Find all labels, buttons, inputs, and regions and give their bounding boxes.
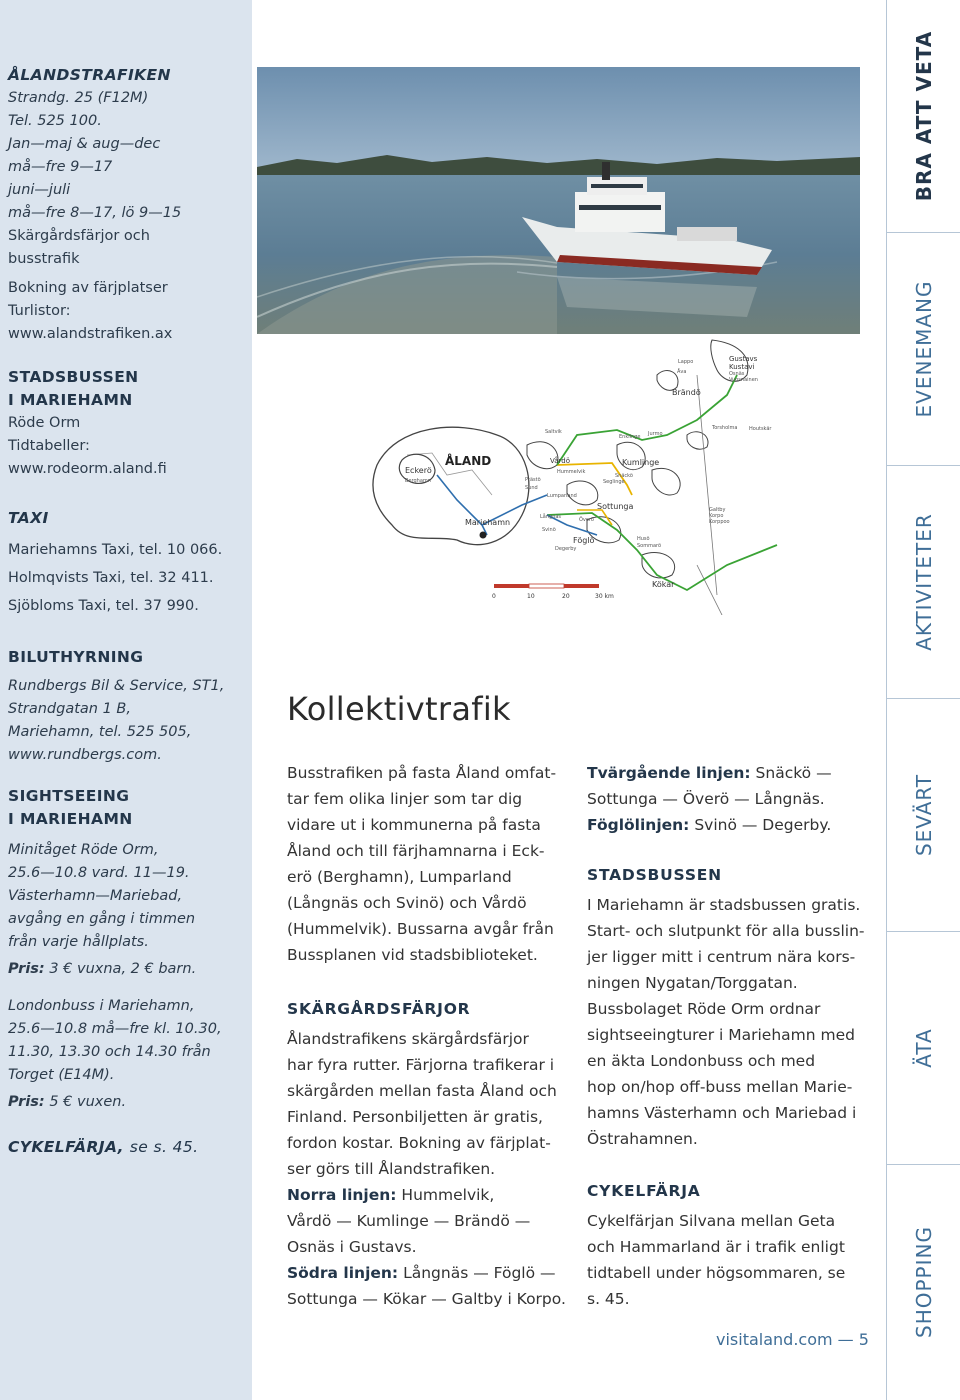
map-label: Åva: [677, 369, 687, 375]
intro-line: vidare ut i kommunerna på fasta: [287, 816, 541, 834]
archipelago-map: [257, 335, 860, 615]
footer-site-link[interactable]: visitaland.com: [716, 1330, 833, 1349]
stadsbussen-heading: STADSBUSSEN: [8, 368, 139, 386]
stad-line: hamns Västerhamn och Mariebad i: [587, 1104, 857, 1122]
stad-line: Bussbolaget Röde Orm ordnar: [587, 1000, 821, 1018]
alandstrafiken-line: Tel. 525 100.: [8, 113, 102, 129]
sightseeing-heading: I MARIEHAMN: [8, 810, 133, 828]
map-label: Brändö: [672, 388, 701, 397]
scale-label: 10: [527, 593, 535, 600]
scale-bar-segment: [494, 584, 529, 588]
taxi-line: Holmqvists Taxi, tel. 32 411.: [8, 570, 214, 586]
stadsbussen-link[interactable]: www.rodeorm.aland.fi: [8, 461, 167, 477]
map-label: Houtskär: [749, 426, 772, 432]
map-label: Vuosnainen: [729, 377, 758, 383]
alandstrafiken-line: må—fre 9—17: [8, 159, 113, 175]
foglo-linjen: Föglölinjen: Svinö — Degerby.: [587, 816, 832, 834]
stad-line: I Mariehamn är stadsbussen gratis.: [587, 896, 861, 914]
intro-line: Bussplanen vid stadsbiblioteket.: [287, 946, 538, 964]
taxi-line: Sjöbloms Taxi, tel. 37 990.: [8, 598, 199, 614]
cykel-line: Cykelfärjan Silvana mellan Geta: [587, 1212, 836, 1230]
intro-line: Busstrafiken på fasta Åland omfat-: [287, 764, 557, 782]
cykel-line: tidtabell under högsommaren, se: [587, 1264, 846, 1282]
cykelfarja-heading: CYKELFÄRJA: [587, 1182, 701, 1200]
tvar-line: Sottunga — Överö — Långnäs.: [587, 790, 825, 808]
taxi-heading: TAXI: [8, 509, 49, 527]
skargard-line: fordon kostar. Bokning av färjplat-: [287, 1134, 551, 1152]
tvargaende-linjen: Tvärgående linjen: Snäckö —: [587, 764, 832, 782]
londonbuss-price: Pris: 5 € vuxen.: [8, 1094, 127, 1110]
sightseeing-line: Minitåget Röde Orm,: [8, 842, 159, 858]
skargard-line: skärgården mellan fasta Åland och: [287, 1082, 557, 1100]
skargard-line: Finland. Personbiljetten är gratis,: [287, 1108, 543, 1126]
map-label: Degerby: [555, 546, 577, 552]
page-title: Kollektivtrafik: [287, 690, 511, 728]
taxi-line: Mariehamns Taxi, tel. 10 066.: [8, 542, 223, 558]
norra-line: Osnäs i Gustavs.: [287, 1238, 417, 1256]
map-label: Kökar: [652, 580, 675, 589]
alandstrafiken-line: Turlistor:: [8, 303, 71, 319]
route-map: [257, 335, 860, 615]
tab-evenemang[interactable]: [887, 233, 960, 466]
map-label: Snäckö: [615, 473, 633, 479]
map-label: Lappo: [678, 359, 694, 365]
map-label: Husö: [637, 536, 650, 542]
alandstrafiken-line: Skärgårdsfärjor och: [8, 228, 150, 244]
alandstrafiken-line: må—fre 8—17, lö 9—15: [8, 205, 182, 221]
sodra-line: Sottunga — Kökar — Galtby i Korpo.: [287, 1290, 566, 1308]
tab-label: SHOPPING: [912, 1226, 936, 1338]
map-label: Sund: [525, 485, 538, 491]
map-label: Överö: [579, 517, 594, 523]
map-label: Enklinge: [619, 434, 641, 440]
tab-aktiviteter[interactable]: [887, 466, 960, 699]
skargard-line: har fyra rutter. Färjorna trafikerar i: [287, 1056, 555, 1074]
map-label: Kumlinge: [622, 458, 660, 467]
sightseeing-line: Västerhamn—Mariebad,: [8, 888, 183, 904]
stadsbussen-line: Tidtabeller:: [8, 438, 90, 454]
tab-ata[interactable]: [887, 932, 960, 1165]
sightseeing-line: avgång en gång i timmen: [8, 911, 196, 927]
tab-label: BRA ATT VETA: [912, 30, 936, 202]
scale-label: 30 km: [595, 593, 614, 600]
intro-line: (Hummelvik). Bussarna avgår från: [287, 920, 554, 938]
info-sidebar: [0, 0, 252, 1400]
alandstrafiken-line: busstrafik: [8, 251, 80, 267]
map-label: Jurmo: [648, 431, 663, 437]
alandstrafiken-line: Jan—maj & aug—dec: [8, 136, 161, 152]
map-label: Galtby: [709, 507, 726, 513]
stadsbussen-line: Röde Orm: [8, 415, 81, 431]
tab-label: SEVÄRT: [912, 773, 936, 857]
intro-line: erö (Berghamn), Lumparland: [287, 868, 512, 886]
alandstrafiken-heading: ÅLANDSTRAFIKEN: [8, 66, 171, 84]
stadsbussen-heading: I MARIEHAMN: [8, 391, 133, 409]
map-label: Korppoo: [709, 519, 730, 525]
sightseeing-line: från varje hållplats.: [8, 934, 149, 950]
map-label: Prästö: [525, 477, 541, 483]
page-number: 5: [858, 1330, 869, 1349]
skargard-heading: SKÄRGÅRDSFÄRJOR: [287, 1000, 471, 1018]
londonbuss-line: Torget (E14M).: [8, 1067, 115, 1083]
stad-line: en äkta Londonbuss och med: [587, 1052, 816, 1070]
article-column-1: [287, 760, 567, 1312]
londonbuss-line: 11.30, 13.30 och 14.30 från: [8, 1044, 211, 1060]
biluthyrning-line: Strandgatan 1 B,: [8, 701, 131, 717]
map-label: Gustavs: [729, 355, 758, 363]
map-label: Kustavi: [729, 363, 755, 371]
map-label: Saltvik: [545, 429, 562, 435]
map-label: Berghamn: [405, 478, 431, 484]
map-label: Långnäs: [540, 514, 562, 520]
stad-line: ningen Nygatan/Torggatan.: [587, 974, 798, 992]
footer-separator: —: [837, 1330, 859, 1349]
stad-line: jer ligger mitt i centrum nära kors-: [587, 948, 856, 966]
scale-label: 20: [562, 593, 570, 600]
page-footer: [716, 1330, 869, 1349]
skargard-line: ser görs till Ålandstrafiken.: [287, 1160, 496, 1178]
stad-line: hop on/hop off-buss mellan Marie-: [587, 1078, 853, 1096]
map-label: Osnäs: [729, 371, 745, 377]
map-label: Mariehamn: [465, 518, 511, 527]
sightseeing-heading: SIGHTSEEING: [8, 787, 130, 805]
stad-line: sightseeingturer i Mariehamn med: [587, 1026, 855, 1044]
tab-label: ÄTA: [912, 1028, 936, 1068]
map-label: Eckerö: [405, 466, 432, 475]
tab-shopping[interactable]: [887, 1165, 960, 1399]
ferry-photo: [257, 67, 860, 334]
map-label: Sommarö: [637, 543, 662, 549]
ferry-photo-illustration: [257, 67, 860, 334]
map-label: Vårdö: [550, 457, 571, 465]
stadsbussen-heading: STADSBUSSEN: [587, 866, 722, 884]
map-label: Föglö: [573, 536, 595, 545]
map-label: Torsholma: [712, 425, 738, 431]
tab-bra-att-veta[interactable]: [887, 0, 960, 233]
cykel-line: s. 45.: [587, 1290, 630, 1308]
map-label: Lumparland: [547, 493, 577, 499]
alandstrafiken-line: Strandg. 25 (F12M): [8, 90, 149, 106]
tab-label: AKTIVITETER: [912, 513, 936, 651]
stad-line: Östrahamnen.: [587, 1130, 698, 1148]
map-label: Sottunga: [597, 502, 634, 511]
cykel-line: och Hammarland är i trafik enligt: [587, 1238, 845, 1256]
section-tabs: [886, 0, 960, 1400]
norra-linjen: Norra linjen: Hummelvik,: [287, 1186, 495, 1204]
article-column-2: [587, 760, 867, 1312]
cykelfarja-heading: CYKELFÄRJA, se s. 45.: [8, 1138, 199, 1156]
map-label: Hummelvik: [557, 469, 586, 475]
map-label: Svinö: [542, 527, 556, 533]
sodra-linjen: Södra linjen: Långnäs — Föglö —: [287, 1264, 556, 1282]
intro-line: Åland och till färjhamnarna i Eck-: [287, 842, 545, 860]
londonbuss-line: Londonbuss i Mariehamn,: [8, 998, 195, 1014]
tab-label: EVENEMANG: [912, 280, 936, 418]
tab-sevart[interactable]: [887, 699, 960, 932]
alandstrafiken-line: juni—juli: [8, 182, 71, 198]
norra-line: Vårdö — Kumlinge — Brändö —: [287, 1212, 531, 1230]
biluthyrning-link[interactable]: www.rundbergs.com.: [8, 747, 162, 763]
alandstrafiken-line: Bokning av färjplatser: [8, 280, 168, 296]
map-label: Korpo: [709, 513, 724, 519]
biluthyrning-heading: BILUTHYRNING: [8, 648, 144, 666]
biluthyrning-line: Rundbergs Bil & Service, ST1,: [8, 678, 225, 694]
map-label: ÅLAND: [445, 454, 492, 468]
stad-line: Start- och slutpunkt för alla busslin-: [587, 922, 865, 940]
scale-bar-segment: [564, 584, 599, 588]
alandstrafiken-link[interactable]: www.alandstrafiken.ax: [8, 326, 173, 342]
biluthyrning-line: Mariehamn, tel. 525 505,: [8, 724, 192, 740]
scale-label: 0: [492, 593, 496, 600]
sightseeing-line: 25.6—10.8 vard. 11—19.: [8, 865, 190, 881]
intro-line: (Långnäs och Svinö) och Vårdö: [287, 894, 527, 912]
sightseeing-price: Pris: 3 € vuxna, 2 € barn.: [8, 961, 197, 977]
londonbuss-line: 25.6—10.8 må—fre kl. 10.30,: [8, 1021, 222, 1037]
map-label: Seglinge: [603, 479, 625, 485]
intro-line: tar fem olika linjer som tar dig: [287, 790, 523, 808]
skargard-line: Ålandstrafikens skärgårdsfärjor: [287, 1030, 529, 1048]
scale-bar-segment: [529, 584, 564, 588]
